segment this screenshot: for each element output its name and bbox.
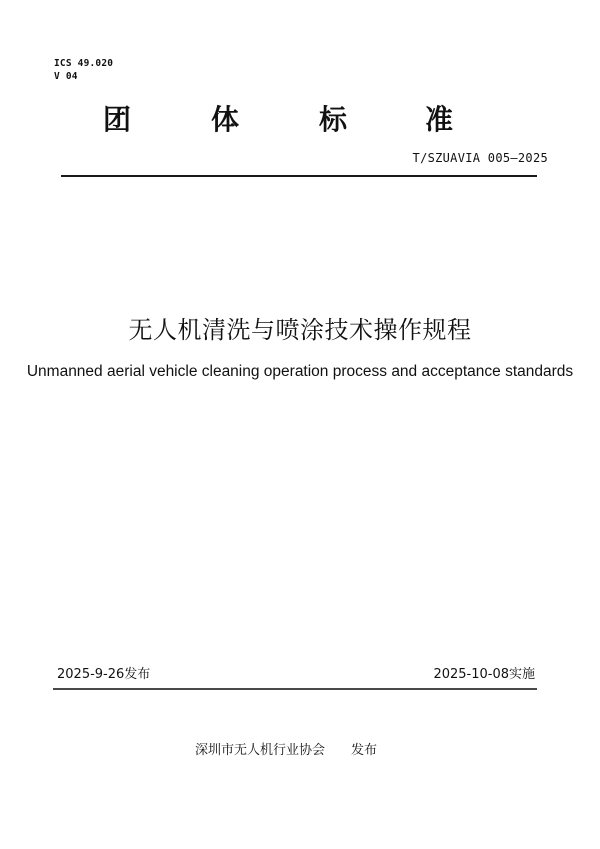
publish-date: 2025-9-26发布 (57, 667, 151, 682)
document-title-english: Unmanned aerial vehicle cleaning operation process and acceptance standards (26, 363, 574, 380)
standard-type-char-2: 体 (211, 103, 240, 136)
standard-type-char-4: 准 (425, 103, 454, 136)
issuer-organization: 深圳市无人机行业协会 (195, 743, 326, 758)
footer-divider (53, 688, 537, 690)
issuer-verb: 发布 (351, 743, 378, 758)
document-title-chinese: 无人机清洗与喷涂技术操作规程 (128, 316, 472, 344)
classification-codes (54, 57, 113, 83)
issuer-line (195, 742, 377, 760)
category-code: V 04 (54, 71, 78, 82)
standard-number: T/SZUAVIA 005—2025 (412, 151, 548, 165)
header-divider (61, 175, 537, 177)
standard-type-char-1: 团 (103, 103, 132, 136)
standard-type-char-3: 标 (319, 103, 348, 136)
ics-code: ICS 49.020 (54, 58, 114, 69)
effective-date: 2025-10-08实施 (433, 667, 535, 682)
standard-type-heading (0, 100, 600, 140)
